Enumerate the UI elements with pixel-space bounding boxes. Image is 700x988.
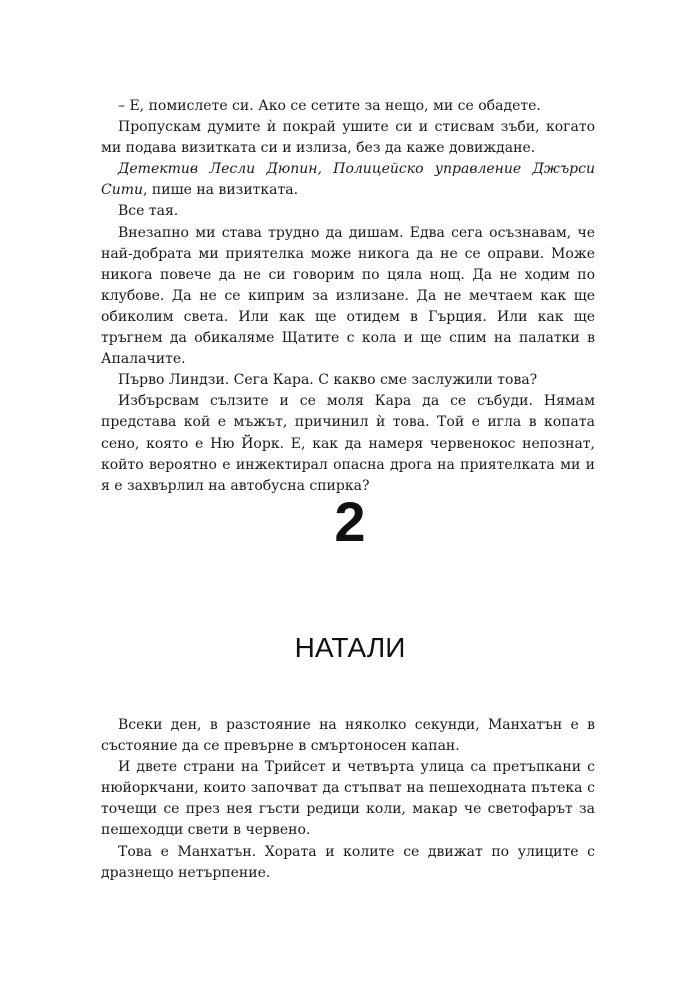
section-one-text [101,96,595,497]
paragraph: Избърсвам сълзите и се моля Кара да се събуди. Нямам представа кой е мъжът, причинил ѝ това. Той е игла в копата сено, която е Ню Йорк. Е, как да намеря червенокос непознат, който вероятно е инжектирал опасна дрога на приятелката ми и я е захвърлил на автобусна спирка? [101,393,595,494]
paragraph: Първо Линдзи. Сега Кара. С какво сме заслужили това? [118,372,538,389]
paragraph: Пропускам думите ѝ покрай ушите си и стисвам зъби, когато ми подава визитката си и излиза, без да каже довиждане. [101,119,595,157]
paragraph: Всеки ден, в разстояние на няколко секунди, Манхатън е в състояние да се превърне в смъртоносен капан. [101,717,595,755]
paragraph: Все тая. [118,203,179,220]
business-card-caption: , пише на визитката. [143,182,299,199]
chapter-title: НАТАЛИ [294,632,406,663]
business-card-line [101,159,595,201]
paragraph: И двете страни на Трийсет и четвърта улица са претъпкани с нюйоркчани, които започват да стъпват на пешеходната пътека с точещи се през нея гъсти редици коли, макар че светофарът за пешеходци свети в червено. [101,759,595,839]
paragraph: Това е Манхатън. Хората и колите се движат по улиците с дразнещо нетърпение. [101,843,595,881]
business-card-name: Детектив Лесли Дюпин, Полицейско управление Джърси Сити [101,161,595,199]
paragraph: – Е, помислете си. Ако се сетите за нещо, ми се обадете. [118,98,541,114]
section-two-text [101,715,595,884]
paragraph: Внезапно ми става трудно да дишам. Едва сега осъзнавам, че най-добрата ми приятелка може никога да не се оправи. Може никога повече да не си говорим по цяла нощ. Да не ходим по клубове. Да не се киприм за излизане. Да не мечтаем как ще обиколим света. Или как ще отидем в Гърция. Или как ще тръгнем да обикаляме Щатите с кола и ще спим на палатки в Апалачите. [101,224,595,368]
chapter-number: 2 [334,490,366,553]
